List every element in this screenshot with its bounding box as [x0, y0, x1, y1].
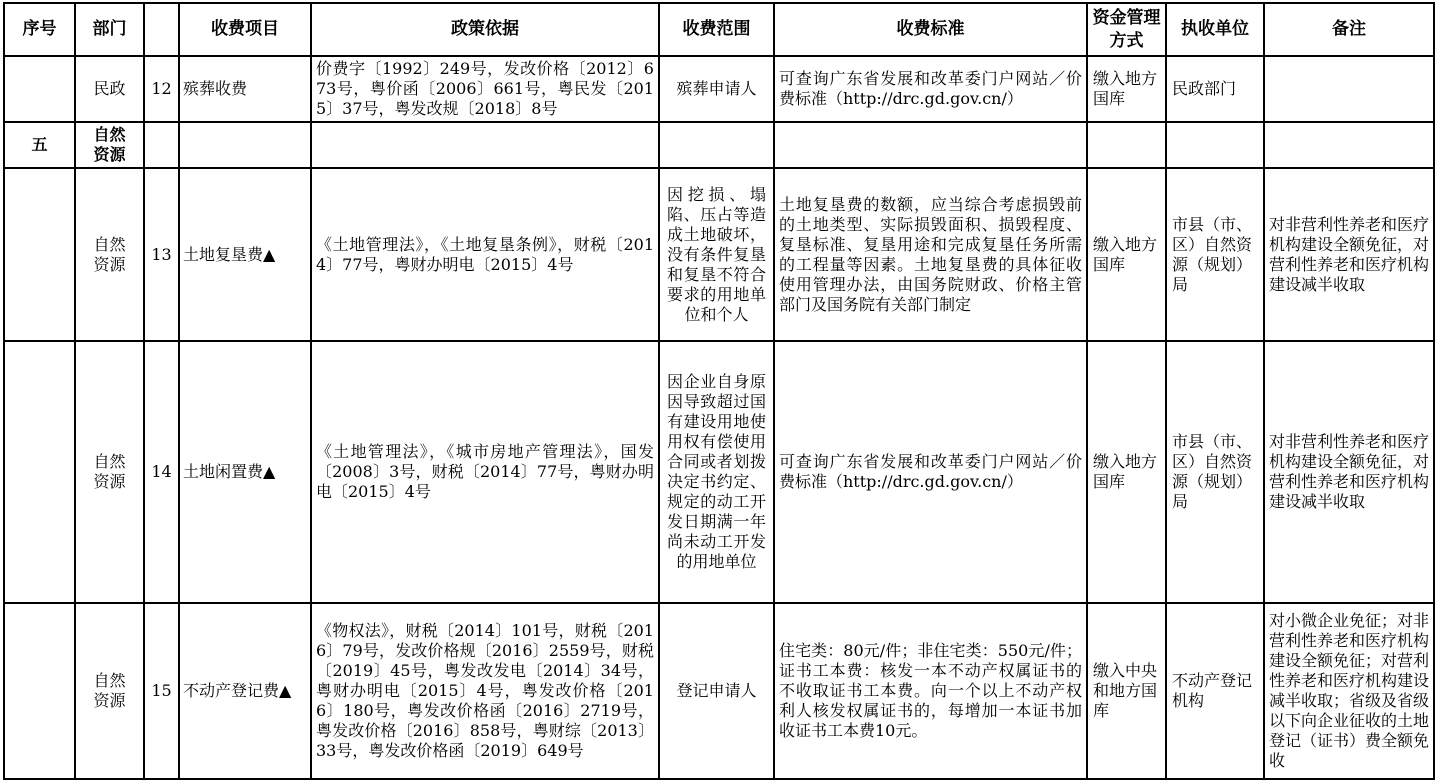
cell-department: 自然资源	[75, 603, 144, 779]
cell-fee-scope	[659, 122, 774, 168]
cell-remarks: 对非营利性养老和医疗机构建设全额免征，对营利性养老和医疗机构建设减半收取	[1264, 341, 1434, 603]
cell-department: 自然资源	[75, 168, 144, 341]
cell-fee-scope: 殡葬申请人	[659, 56, 774, 122]
header-collecting-unit: 执收单位	[1166, 3, 1264, 56]
header-fee-scope: 收费范围	[659, 3, 774, 56]
cell-remarks	[1264, 56, 1434, 122]
cell-fee-standard: 可查询广东省发展和改革委门户网站／价费标准（http://drc.gd.gov.cn/）	[774, 341, 1087, 603]
cell-fund-management	[1087, 122, 1166, 168]
cell-fee-scope: 因挖损、塌陷、压占等造成土地破坏，没有条件复垦和复垦不符合要求的用地单位和个人	[659, 168, 774, 341]
cell-fee-standard: 可查询广东省发展和改革委门户网站／价费标准（http://drc.gd.gov.cn/）	[774, 56, 1087, 122]
table-row-idle-land-fee	[4, 341, 1434, 603]
cell-index: 12	[144, 56, 179, 122]
cell-policy-basis: 《土地管理法》，《土地复垦条例》，财税〔2014〕77号，粤财办明电〔2015〕4号	[311, 168, 659, 341]
cell-collecting-unit	[1166, 122, 1264, 168]
table-row-land-reclamation-fee	[4, 168, 1434, 341]
cell-collecting-unit: 民政部门	[1166, 56, 1264, 122]
cell-fee-standard: 住宅类：80元/件；非住宅类：550元/件；证书工本费：核发一本不动产权属证书的不收取证书工本费。向一个以上不动产权利人核发权属证书的，每增加一本证书加收证书工本费10元。	[774, 603, 1087, 779]
cell-department: 自然资源	[75, 122, 144, 168]
cell-fee-item: 不动产登记费▲	[179, 603, 311, 779]
cell-remarks: 对非营利性养老和医疗机构建设全额免征，对营利性养老和医疗机构建设减半收取	[1264, 168, 1434, 341]
cell-fee-item: 土地复垦费▲	[179, 168, 311, 341]
cell-collecting-unit: 市县（市、区）自然资源（规划）局	[1166, 341, 1264, 603]
cell-department: 自然资源	[75, 341, 144, 603]
cell-serial	[4, 56, 75, 122]
header-policy-basis: 政策依据	[311, 3, 659, 56]
fee-schedule-table	[3, 2, 1435, 780]
table-row-section-natural-resources	[4, 122, 1434, 168]
cell-fund-management: 缴入中央和地方国库	[1087, 603, 1166, 779]
cell-remarks: 对小微企业免征；对非营利性养老和医疗机构建设全额免征；对营利性养老和医疗机构建设减半收取；省级及省级以下向企业征收的土地登记（证书）费全额免收	[1264, 603, 1434, 779]
cell-serial	[4, 603, 75, 779]
cell-index: 14	[144, 341, 179, 603]
cell-fee-item: 土地闲置费▲	[179, 341, 311, 603]
cell-fund-management: 缴入地方国库	[1087, 341, 1166, 603]
cell-collecting-unit: 不动产登记机构	[1166, 603, 1264, 779]
cell-index: 15	[144, 603, 179, 779]
header-row	[4, 3, 1434, 56]
cell-index: 13	[144, 168, 179, 341]
header-index	[144, 3, 179, 56]
header-department: 部门	[75, 3, 144, 56]
cell-remarks	[1264, 122, 1434, 168]
cell-collecting-unit: 市县（市、区）自然资源（规划）局	[1166, 168, 1264, 341]
cell-fee-standard	[774, 122, 1087, 168]
cell-policy-basis	[311, 122, 659, 168]
cell-fund-management: 缴入地方国库	[1087, 56, 1166, 122]
cell-fee-item	[179, 122, 311, 168]
cell-serial	[4, 341, 75, 603]
cell-fee-scope: 因企业自身原因导致超过国有建设用地使用权有偿使用合同或者划拨决定书约定、规定的动工开发日期满一年尚未动工开发的用地单位	[659, 341, 774, 603]
cell-fund-management: 缴入地方国库	[1087, 168, 1166, 341]
header-remarks: 备注	[1264, 3, 1434, 56]
header-fee-standard: 收费标准	[774, 3, 1087, 56]
header-fund-management: 资金管理方式	[1087, 3, 1166, 56]
header-fee-item: 收费项目	[179, 3, 311, 56]
cell-policy-basis: 价费字〔1992〕249号，发改价格〔2012〕673号，粤价函〔2006〕661号，粤民发〔2015〕37号，粤发改规〔2018〕8号	[311, 56, 659, 122]
cell-fee-standard: 土地复垦费的数额，应当综合考虑损毁前的土地类型、实际损毁面积、损毁程度、复垦标准、复垦用途和完成复垦任务所需的工程量等因素。土地复垦费的具体征收使用管理办法，由国务院财政、价格主管部门及国务院有关部门制定	[774, 168, 1087, 341]
cell-policy-basis: 《物权法》，财税〔2014〕101号，财税〔2016〕79号，发改价格规〔2016〕2559号，财税〔2019〕45号，粤发改发电〔2014〕34号，粤财办明电〔2015〕4号，粤发改价格〔2016〕180号，粤发改价格函〔2016〕2719号，粤发改价格〔2016〕858号，粤财综〔2013〕33号，粤发改价格函〔2019〕649号	[311, 603, 659, 779]
cell-policy-basis: 《土地管理法》，《城市房地产管理法》，国发〔2008〕3号，财税〔2014〕77号，粤财办明电〔2015〕4号	[311, 341, 659, 603]
cell-index	[144, 122, 179, 168]
cell-fee-item: 殡葬收费	[179, 56, 311, 122]
cell-fee-scope: 登记申请人	[659, 603, 774, 779]
cell-department: 民政	[75, 56, 144, 122]
table-row-real-estate-registration-fee	[4, 603, 1434, 779]
table-row-funeral-fee	[4, 56, 1434, 122]
cell-serial: 五	[4, 122, 75, 168]
header-serial: 序号	[4, 3, 75, 56]
cell-serial	[4, 168, 75, 341]
